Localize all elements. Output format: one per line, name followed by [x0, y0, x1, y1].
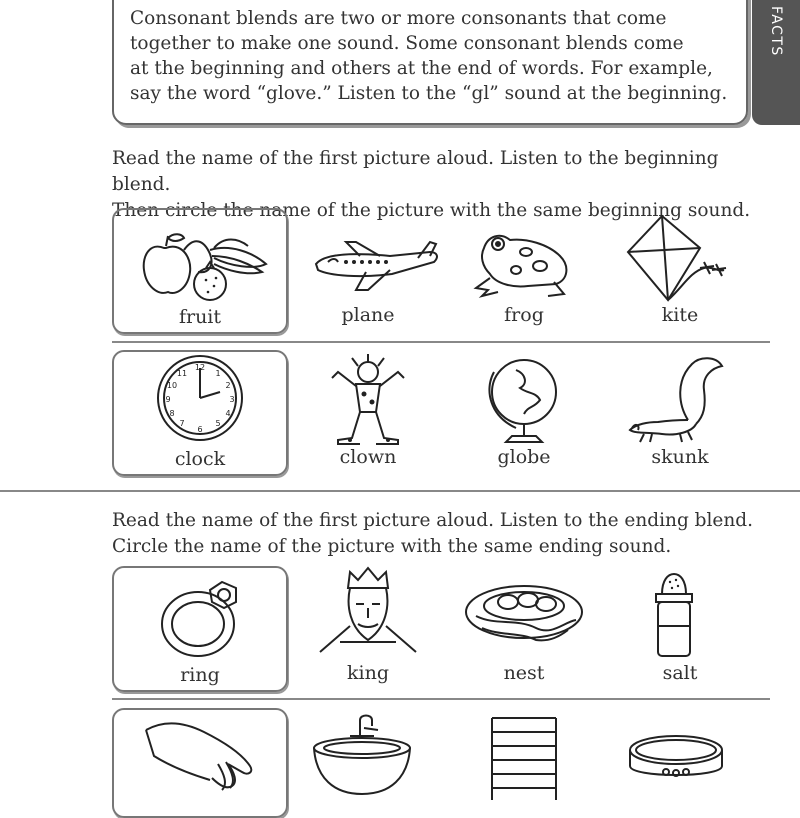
word-cell-kite	[592, 208, 768, 334]
facts-text	[130, 6, 730, 106]
fruit-icon	[114, 210, 290, 310]
svg-text:3: 3	[229, 395, 235, 404]
word-label[interactable]: fruit	[178, 306, 222, 328]
instruction-line: Read the name of the first picture aloud. Listen to the ending blend.	[112, 510, 754, 531]
svg-text:11: 11	[176, 369, 188, 378]
word-cell-salt	[592, 566, 768, 692]
word-cell-globe	[436, 350, 612, 476]
hand-icon	[114, 710, 290, 810]
word-label[interactable]: clown	[339, 446, 397, 468]
clown-icon	[280, 350, 456, 450]
salt-shaker-icon	[592, 566, 768, 666]
facts-line: at the beginning and others at the end of words. For example,	[130, 58, 713, 79]
word-label[interactable]: plane	[341, 304, 395, 326]
plane-icon	[280, 208, 456, 308]
instruction-line: Read the name of the first picture aloud. Listen to the beginning blend.	[112, 148, 719, 195]
word-label[interactable]: salt	[662, 662, 698, 684]
kite-icon	[592, 208, 768, 308]
word-cell-plane	[280, 208, 456, 334]
facts-line: Consonant blends are two or more consonants that come	[130, 8, 667, 29]
svg-text:8: 8	[169, 409, 175, 418]
svg-text:5: 5	[215, 419, 221, 428]
word-cell-clock	[112, 350, 288, 476]
word-label[interactable]: ring	[180, 664, 220, 686]
divider	[112, 698, 770, 700]
ladder-icon	[436, 708, 612, 808]
svg-text:7: 7	[179, 419, 185, 428]
word-cell-king	[280, 566, 456, 692]
clock-icon	[114, 352, 290, 452]
sink-icon	[280, 708, 456, 808]
section-divider	[0, 490, 800, 492]
word-cell-skunk	[592, 350, 768, 476]
svg-text:6: 6	[197, 425, 203, 434]
word-label[interactable]: clock	[174, 448, 226, 470]
word-cell-clown	[280, 350, 456, 476]
section2-instruction	[112, 508, 772, 560]
skunk-icon	[592, 350, 768, 450]
svg-text:10: 10	[166, 381, 178, 390]
word-cell-sink	[280, 708, 456, 800]
svg-text:1: 1	[215, 369, 221, 378]
facts-tab-label: FACTS	[768, 6, 784, 57]
word-cell-ladder	[436, 708, 612, 800]
divider	[112, 341, 770, 343]
svg-text:2: 2	[225, 381, 231, 390]
facts-line: together to make one sound. Some consonant blends come	[130, 33, 684, 54]
facts-tab	[752, 0, 800, 125]
svg-text:4: 4	[225, 409, 231, 418]
facts-line: say the word “glove.” Listen to the “gl” sound at the beginning.	[130, 83, 728, 104]
instruction-line: Then circle the name of the picture with the same beginning sound.	[112, 200, 751, 221]
pan-icon	[592, 708, 768, 808]
word-cell-pan	[592, 708, 768, 800]
king-icon	[280, 566, 456, 666]
word-label[interactable]: nest	[503, 662, 545, 684]
svg-text:12: 12	[194, 363, 206, 372]
svg-text:9: 9	[165, 395, 171, 404]
instruction-line: Circle the name of the picture with the same ending sound.	[112, 536, 672, 557]
word-cell-hand	[112, 708, 288, 818]
word-cell-ring	[112, 566, 288, 692]
word-label[interactable]: kite	[661, 304, 699, 326]
word-cell-frog	[436, 208, 612, 334]
nest-icon	[436, 566, 612, 666]
word-label[interactable]: globe	[497, 446, 551, 468]
globe-icon	[436, 350, 612, 450]
word-cell-fruit	[112, 208, 288, 334]
word-cell-nest	[436, 566, 612, 692]
word-label[interactable]: king	[347, 662, 389, 684]
word-label[interactable]: frog	[504, 304, 544, 326]
word-label[interactable]: skunk	[651, 446, 709, 468]
frog-icon	[436, 208, 612, 308]
ring-icon	[114, 568, 290, 668]
